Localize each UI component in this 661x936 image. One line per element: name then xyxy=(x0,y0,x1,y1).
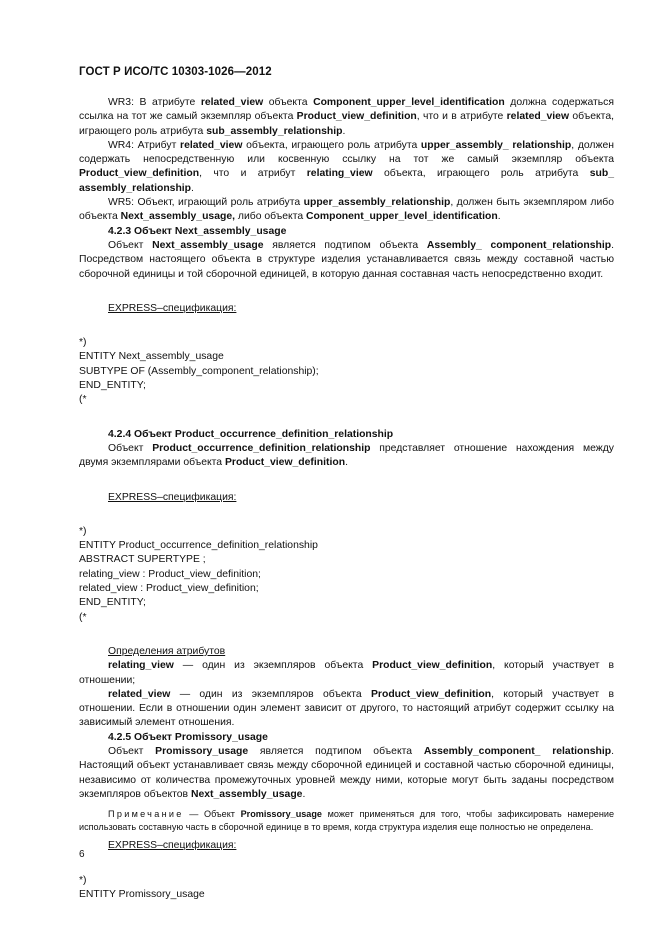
code-line: related_view : Product_view_definition; xyxy=(79,583,259,595)
attribute-relating-view: relating_view — один из экземпляров объекта Product_view_definition, который участвует в отношении; xyxy=(79,660,614,686)
document-header: ГОСТ Р ИСО/ТС 10303-1026—2012 xyxy=(79,66,272,78)
code-line: (* xyxy=(79,394,87,406)
express-code-block xyxy=(79,874,614,903)
attribute-related-view: related_view — один из экземпляров объекта Product_view_definition, который участвует в отношении. Если в отношении один элемент зависит от другого, то настоящий атрибут содержит ссылку на зависимый элемент отношения. xyxy=(79,688,614,729)
code-line: *) xyxy=(79,874,87,886)
code-line: SUBTYPE OF (Assembly_component_relationship); xyxy=(79,365,319,377)
document-body xyxy=(79,96,614,902)
code-line: END_ENTITY; xyxy=(79,597,146,609)
code-line: (* xyxy=(79,611,87,623)
section-heading-4-2-4: 4.2.4 Объект Product_occurrence_definition_relationship xyxy=(108,428,394,440)
section-text-4-2-5: Объект Promissory_usage является подтипом объекта Assembly_component_ relationship. Настоящий объект устанавливает связь между сборочной единицей и составной частью сборочной единицы, независимо от количества промежуточных уровней между ними, которые могут быть заданы посредством экземпляров объектов Next_assembly_usage. xyxy=(79,745,614,800)
section-heading-4-2-5: 4.2.5 Объект Promissory_usage xyxy=(108,731,268,743)
code-line: ENTITY Next_assembly_usage xyxy=(79,351,224,363)
code-line: END_ENTITY; xyxy=(79,380,146,392)
rule-wr3: WR3: В атрибуте related_view объекта Component_upper_level_identification должна содержаться ссылка на тот же самый экземпляр объекта Product_view_definition, что и в атрибуте related_view объекта, играющего роль атрибута sub_assembly_relationship. xyxy=(79,97,614,137)
section-heading-4-2-3: 4.2.3 Объект Next_assembly_usage xyxy=(108,225,287,237)
express-label: EXPRESS–спецификация: xyxy=(108,840,237,852)
code-line: ENTITY Promissory_usage xyxy=(79,888,205,900)
note-paragraph: Примечание — Объект Promissory_usage может применяться для того, чтобы зафиксировать намерение использовать составную часть в сборочной единице в то время, когда структура изделия еще полностью не определена. xyxy=(79,809,615,832)
express-code-block xyxy=(79,336,614,407)
code-line: ENTITY Product_occurrence_definition_relationship xyxy=(79,540,318,552)
code-line: *) xyxy=(79,525,87,537)
rule-wr4: WR4: Атрибут related_view объекта, играющего роль атрибута upper_assembly_ relationship, должен содержать непосредственную или косвенную ссылку на тот же самый экземпляр объекта Product_view_definition, что и атрибут relating_view объекта, играющего роль атрибута sub_ assembly_relationship. xyxy=(79,139,614,194)
express-code-block xyxy=(79,525,614,625)
section-text-4-2-3: Объект Next_assembly_usage является подтипом объекта Assembly_ component_relationship. Посредством настоящего объекта в структуре изделия устанавливается связь между составной частью сборочной единицы и той сборочной единицей, в которую данная составная часть непосредственно входит. xyxy=(79,239,614,280)
code-line: *) xyxy=(79,337,87,349)
code-line: relating_view : Product_view_definition; xyxy=(79,568,261,580)
attribute-definitions-label: Определения атрибутов xyxy=(108,645,226,657)
express-label: EXPRESS–спецификация: xyxy=(108,302,237,314)
express-label: EXPRESS–спецификация: xyxy=(108,491,237,503)
section-text-4-2-4: Объект Product_occurrence_definition_relationship представляет отношение нахождения между двумя экземплярами объекта Product_view_definition. xyxy=(79,442,614,469)
rule-wr5: WR5: Объект, играющий роль атрибута upper_assembly_relationship, должен быть экземпляром либо объекта Next_assembly_usage, либо объекта Component_upper_level_identification. xyxy=(79,197,614,223)
code-line: ABSTRACT SUPERTYPE ; xyxy=(79,554,206,566)
page-number: 6 xyxy=(79,849,85,860)
